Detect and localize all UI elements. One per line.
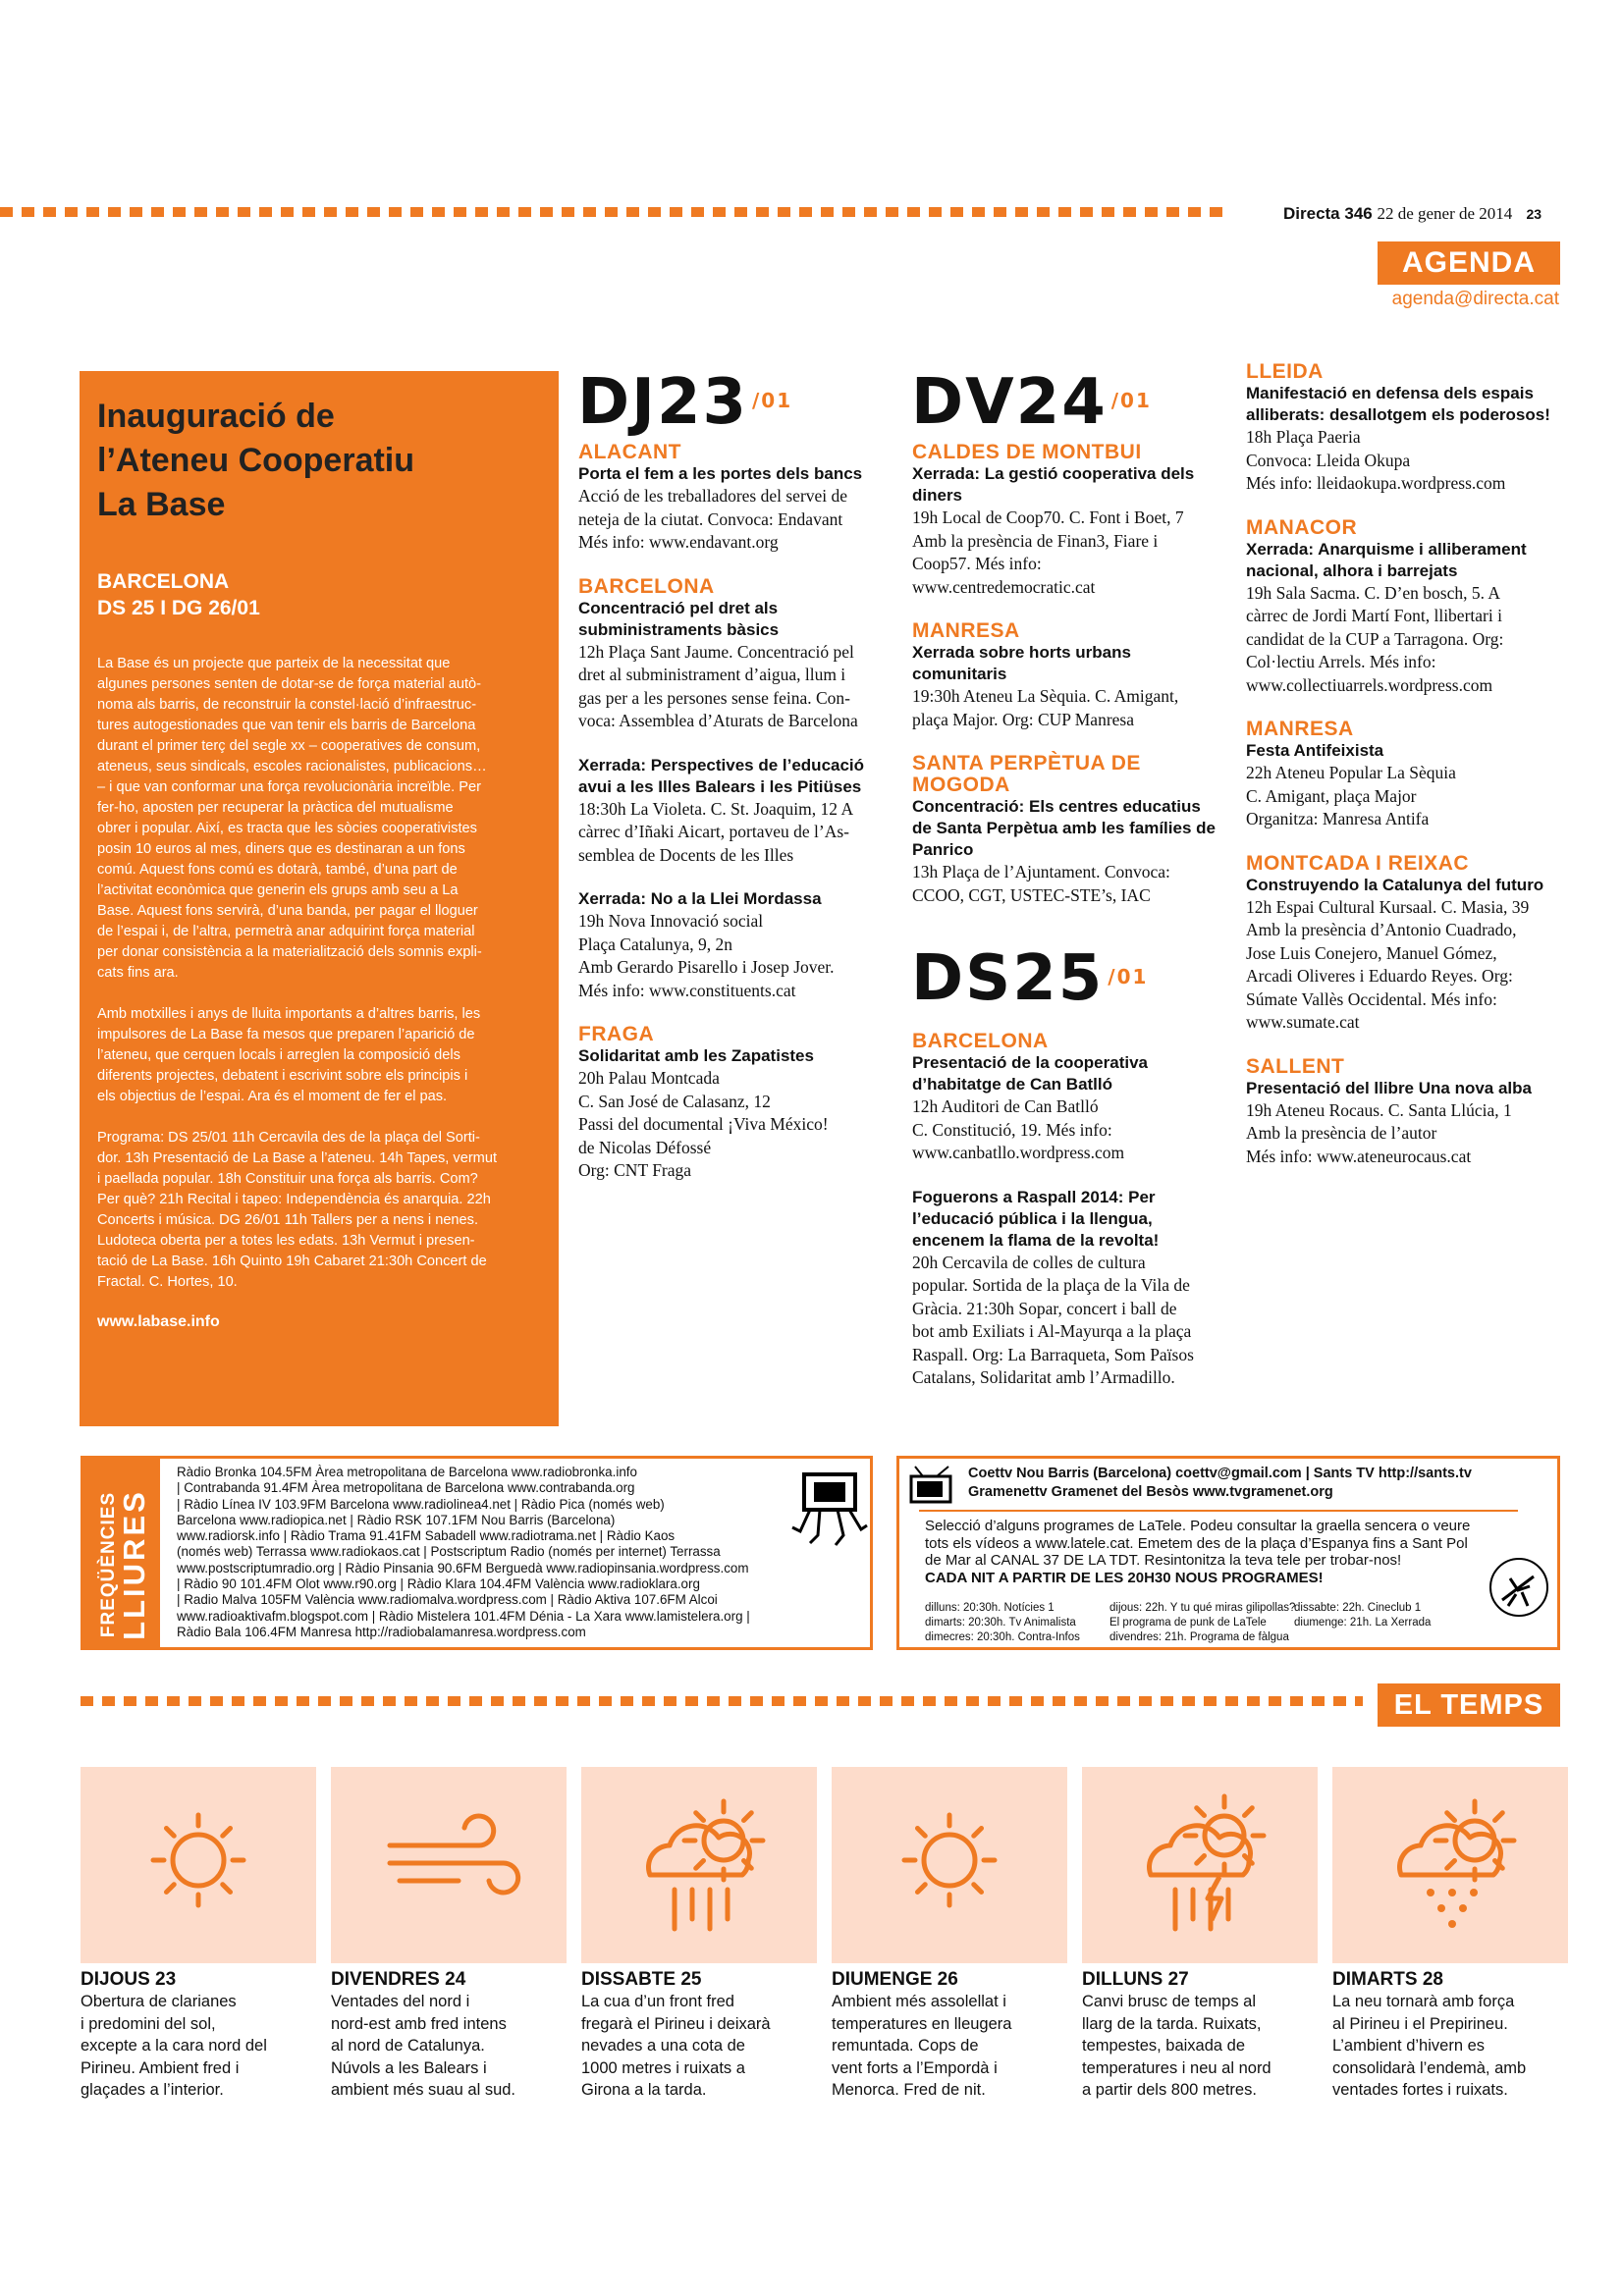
tv-schedule-line: diumenge: 21h. La Xerrada — [1294, 1617, 1432, 1629]
event-city: MANRESA — [912, 619, 1020, 642]
feature-body-line: i paellada popular. 18h Constituir una força als barris. Com? — [97, 1171, 478, 1187]
radio-line: (només web) Terrassa www.radiokaos.cat | Postscriptum Radio (només per internet) Terrassa — [177, 1544, 721, 1560]
tv-channel-line: Coettv Nou Barris (Barcelona) coettv@gmail.com | Sants TV http://sants.tv — [968, 1466, 1472, 1481]
feature-link[interactable]: www.labase.info — [97, 1313, 220, 1330]
event-city: MANRESA — [1246, 718, 1354, 740]
rain-sun-icon — [581, 1767, 817, 1953]
weather-forecast-line: vent forts a l’Empordà i — [832, 2058, 998, 2077]
event-title: Porta el fem a les portes dels bancs — [578, 464, 863, 483]
feature-body-line: cats fins ara. — [97, 965, 179, 981]
top-dashed-rule — [0, 207, 1222, 217]
event-detail-line: Amb la presència d’Antonio Cuadrado, — [1246, 920, 1517, 939]
tv-schedule-column — [1109, 1601, 1295, 1645]
radio-line: | Ràdio Línea IV 103.9FM Barcelona www.radiolinea4.net | Ràdio Pica (només web) — [177, 1496, 665, 1512]
weather-forecast-line: temperatures i neu al nord — [1082, 2058, 1271, 2077]
event-title: Xerrada: Perspectives de l’educació avui a les Illes Balears i les Pitiüses — [578, 755, 865, 796]
event-detail-line: Amb la presència de Finan3, Fiare i — [912, 530, 1159, 551]
radio-box — [81, 1456, 873, 1650]
event-detail-line: 18:30h La Violeta. C. St. Joaquim, 12 A — [578, 798, 854, 819]
events-column-ds25 — [912, 1013, 1218, 1390]
feature-title-line: Inauguració de — [97, 398, 335, 435]
section-label-agenda: AGENDA — [1378, 241, 1560, 285]
events-column-dj23 — [578, 424, 885, 1183]
event-detail-line: Amb Gerardo Pisarello i Josep Jover. — [578, 957, 835, 977]
radio-label-1: FREQÜÈNCIES — [98, 1491, 119, 1638]
event-city: LLEIDA — [1246, 360, 1324, 383]
event-detail-line: Súmate Vallès Occidental. Més info: — [1246, 988, 1497, 1009]
sun-icon — [832, 1767, 1067, 1953]
feature-body-line: diferents projectes, debatent i escrivint sobre els principis i — [97, 1068, 468, 1084]
event-item — [578, 755, 885, 868]
event-city: BARCELONA — [578, 574, 715, 598]
event-item — [578, 888, 885, 1002]
event-detail-line: www.collectiuarrels.wordpress.com — [1246, 674, 1493, 695]
feature-body-line: Ludoteca oberta per a totes les edats. 13h Vermut i presen- — [97, 1233, 475, 1249]
event-detail-line: 18h Plaça Paeria — [1246, 427, 1361, 447]
event-detail-line: Organitza: Manresa Antifa — [1246, 809, 1430, 828]
weather-day-name: DILLUNS 27 — [1082, 1969, 1189, 1990]
feature-body-line: algunes persones senten de dotar-se de força material autò- — [97, 676, 482, 692]
weather-forecast-line: ambient més suau al sud. — [331, 2081, 516, 2099]
weather-card — [1082, 1767, 1318, 2101]
tv-icon — [909, 1465, 960, 1504]
radio-line: www.postscriptumradio.org | Ràdio Pinsania 90.6FM Berguedà www.radiopinsania.wordpress.com — [177, 1560, 749, 1575]
event-detail-line: Arcadi Oliveres i Eduardo Reyes. Org: — [1246, 966, 1513, 986]
feature-title-line: l’Ateneu Cooperatiu — [97, 442, 415, 479]
weather-forecast-line: La neu tornarà amb força — [1332, 1993, 1515, 2010]
tv-box — [896, 1456, 1560, 1650]
weather-card — [81, 1767, 316, 2101]
feature-body-line: tures autogestionades que van tenir els barris de Barcelona — [97, 718, 476, 733]
event-detail-line: candidat de la CUP a Tarragona. Org: — [1246, 628, 1504, 649]
radio-line: Ràdio Bala 106.4FM Manresa http://radiobalamanresa.wordpress.com — [177, 1624, 586, 1639]
event-title: Solidaritat amb les Zapatistes — [578, 1046, 814, 1065]
event-item — [1246, 1056, 1570, 1169]
event-item — [1246, 517, 1570, 698]
event-detail-line: 12h Plaça Sant Jaume. Concentració pel — [578, 641, 854, 662]
event-detail-line: Acció de les treballadores del servei de — [578, 486, 848, 506]
weather-forecast-line: nord-est amb fred intens — [331, 2014, 507, 2033]
event-city: MONTCADA I REIXAC — [1246, 851, 1470, 875]
radio-label-band — [83, 1459, 160, 1647]
weather-forecast-line: La cua d’un front fred — [581, 1993, 734, 2010]
radio-line: | Radio Malva 105FM València www.radiomalva.wordpress.com | Ràdio Aktiva 107.6FM Alcoi — [177, 1592, 718, 1608]
event-detail-line: Plaça Catalunya, 9, 2n — [578, 934, 732, 954]
feature-body-line: Programa: DS 25/01 11h Cercavila des de la plaça del Sorti- — [97, 1130, 480, 1146]
feature-body-line: obrer i popular. Així, es tracta que les sòcies cooperativistes — [97, 821, 477, 836]
tv-schedule-column — [1294, 1601, 1431, 1630]
weather-forecast-line: Canvi brusc de temps al — [1082, 1993, 1256, 2010]
event-detail-line: gas per a les persones sense feina. Con- — [578, 687, 850, 708]
weather-forecast-line: i predomini del sol, — [81, 2014, 216, 2033]
event-detail-line: 19h Local de Coop70. C. Font i Boet, 7 — [912, 507, 1184, 527]
weather-forecast-line: fregarà el Pirineu i deixarà — [581, 2014, 771, 2033]
event-title: Xerrada: La gestió cooperativa dels diners — [912, 464, 1195, 505]
feature-body-line: Amb motxilles i anys de lluita importants a d’altres barris, les — [97, 1006, 481, 1022]
weather-forecast-line: tempestes, baixada de — [1082, 2037, 1246, 2055]
tv-schedule-line: dissabte: 22h. Cineclub 1 — [1294, 1602, 1422, 1614]
event-detail-line: de Nicolas Défossé — [578, 1137, 712, 1157]
event-detail-line: Catalans, Solidaritat amb l’Armadillo. — [912, 1367, 1175, 1387]
feature-title — [97, 395, 541, 527]
event-detail-line: Coop57. Més info: — [912, 554, 1042, 573]
feature-body-line: tació de La Base. 16h Quinto 19h Cabaret 21:30h Concert de — [97, 1254, 487, 1269]
radio-line: Ràdio Bronka 104.5FM Àrea metropolitana de Barcelona www.radiobronka.info — [177, 1465, 637, 1479]
event-detail-line: dret al subministrament d’aigua, llum i — [578, 665, 846, 684]
weather-text — [581, 1963, 817, 2101]
feature-body-line: – i que van conformar una força revolucionària increïble. Per — [97, 779, 481, 795]
weather-forecast-line: Menorca. Fred de nit. — [832, 2081, 986, 2099]
event-detail-line: Org: CNT Fraga — [578, 1160, 692, 1180]
event-title: Presentació del llibre Una nova alba — [1246, 1078, 1532, 1097]
tv-channel-line: Gramenettv Gramenet del Besòs www.tvgramenet.org — [968, 1484, 1333, 1500]
event-detail-line: Convoca: Lleida Okupa — [1246, 450, 1411, 470]
event-city: FRAGA — [578, 1023, 655, 1045]
feature-body-line: durant el primer terç del segle xx – cooperatives de consum, — [97, 738, 481, 754]
event-detail-line: C. San José de Calasanz, 12 — [578, 1091, 771, 1111]
event-detail-line: semblea de Docents de les Illes — [578, 844, 794, 865]
event-detail-line: 19h Sala Sacma. C. D’en bosch, 5. A — [1246, 582, 1501, 603]
feature-body-line: Concerts i música. DG 26/01 11h Tallers per a nens i nenes. — [97, 1212, 479, 1228]
weather-day-name: DIUMENGE 26 — [832, 1969, 958, 1990]
event-item — [1246, 719, 1570, 831]
weather-text — [1332, 1963, 1568, 2101]
weather-forecast-line: remuntada. Cops de — [832, 2037, 979, 2055]
tv-schedule-line: dimecres: 20:30h. Contra-Infos — [925, 1631, 1080, 1643]
event-detail-line: càrrec d’Iñaki Aicart, portaveu de l’As- — [578, 822, 849, 841]
weather-forecast-line: Ambient més assolellat i — [832, 1993, 1006, 2010]
radio-line: | Ràdio 90 101.4FM Olot www.r90.org | Ràdio Klara 104.4FM València www.radioklara.org — [177, 1576, 700, 1592]
feature-body-line: els objectius de l’espai. Ara és el moment de fer el pas. — [97, 1089, 448, 1104]
weather-day-name: DIJOUS 23 — [81, 1969, 177, 1990]
event-detail-line: bot amb Exiliats i Al-Mayurqa a la plaça — [912, 1321, 1192, 1341]
day-heading-ds25: DS25 $^{/01}$ — [911, 942, 1149, 1015]
event-detail-line: 12h Auditori de Can Batlló — [912, 1096, 1099, 1116]
event-detail-line: Més info: www.ateneurocaus.cat — [1246, 1146, 1472, 1166]
event-detail-line: Més info: lleidaokupa.wordpress.com — [1246, 473, 1506, 493]
feature-body-line: La Base és un projecte que parteix de la necessitat que — [97, 656, 451, 671]
event-detail-line: Amb la presència de l’autor — [1246, 1123, 1437, 1143]
event-title: Manifestació en defensa dels espais alliberats: desallotgem els poderosos! — [1246, 384, 1550, 424]
event-detail-line: popular. Sortida de la plaça de la Vila de — [912, 1275, 1190, 1295]
tv-schedule-line: divendres: 21h. Programa de fàlgua — [1109, 1631, 1289, 1643]
event-title: Xerrada sobre horts urbans comunitaris — [912, 643, 1131, 683]
event-detail-line: www.canbatllo.wordpress.com — [912, 1143, 1125, 1162]
feature-body-line: Base. Aquest fons servirà, d’una banda, per pagar el lloguer — [97, 903, 478, 919]
radio-line: www.radioaktivafm.blogspot.com | Ràdio Mistelera 101.4FM Dénia - La Xara www.lamistelera.org | — [177, 1608, 750, 1624]
events-column-dv24 — [912, 424, 1218, 907]
feature-box — [80, 371, 559, 1426]
weather-forecast-line: Obertura de clarianes — [81, 1993, 237, 2010]
feature-body-line — [97, 1107, 541, 1128]
event-detail-line: 20h Palau Montcada — [578, 1068, 720, 1088]
agenda-email-link[interactable]: agenda@directa.cat — [1391, 289, 1559, 309]
event-detail-line: 19:30h Ateneu La Sèquia. C. Amigant, — [912, 686, 1179, 706]
event-city: MANACOR — [1246, 515, 1358, 539]
weather-forecast-line: consolidarà l’endemà, amb — [1332, 2058, 1527, 2077]
wind-icon — [331, 1767, 567, 1953]
event-title: Xerrada: No a la Llei Mordassa — [578, 889, 822, 908]
tv-schedule-line: dilluns: 20:30h. Notícies 1 — [925, 1602, 1055, 1614]
feature-body-line — [97, 984, 541, 1004]
tv-schedule-column — [925, 1601, 1080, 1645]
event-city: BARCELONA — [912, 1030, 1049, 1052]
tv-body-line: Selecció d’alguns programes de LaTele. Podeu consultar la graella sencera o veure — [925, 1518, 1471, 1534]
event-city: SANTA PERPÈTUA DE MOGODA — [912, 752, 1141, 796]
event-detail-line: 20h Cercavila de colles de cultura — [912, 1252, 1146, 1272]
tv-channels — [968, 1465, 1472, 1502]
feature-body-line: Per què? 21h Recital i tapeo: Independència és anarquia. 22h — [97, 1192, 491, 1207]
event-item — [912, 1031, 1218, 1165]
weather-card — [581, 1767, 817, 2101]
event-detail-line: 19h Ateneu Rocaus. C. Santa Llúcia, 1 — [1246, 1099, 1512, 1120]
tv-body-line: CADA NIT A PARTIR DE LES 20H30 NOUS PROGRAMES! — [925, 1569, 1324, 1586]
feature-body-line: Fractal. C. Hortes, 10. — [97, 1274, 238, 1290]
tv-body-line: de Mar al CANAL 37 DE LA TDT. Resintonitza la teva tele per trobar-nos! — [925, 1552, 1402, 1569]
weather-forecast-line: a partir dels 800 metres. — [1082, 2081, 1257, 2099]
weather-forecast-line: 1000 metres i ruixats a — [581, 2058, 745, 2077]
mosquito-icon — [1488, 1557, 1549, 1618]
weather-text — [832, 1963, 1067, 2101]
event-detail-line: www.sumate.cat — [1246, 1012, 1360, 1032]
event-detail-line: Més info: www.endavant.org — [578, 532, 779, 552]
weather-forecast-line: al Pirineu i el Prepirineu. — [1332, 2014, 1508, 2033]
event-city: ALACANT — [578, 441, 681, 463]
feature-body-line: fer-ho, aposten per recuperar la pràctica del mutualisme — [97, 800, 454, 816]
event-detail-line: 22h Ateneu Popular La Sèquia — [1246, 763, 1456, 782]
weather-forecast-line: Girona a la tarda. — [581, 2081, 707, 2099]
day-heading-dv24: DV24 $^{/01}$ — [911, 366, 1152, 439]
feature-body-line: dor. 13h Presentació de La Base a l’ateneu. 14h Tapes, vermut — [97, 1150, 498, 1166]
event-detail-line: 12h Espai Cultural Kursaal. C. Masia, 39 — [1246, 896, 1530, 917]
weather-day-name: DIVENDRES 24 — [331, 1969, 466, 1990]
event-detail-line: C. Constitució, 19. Més info: — [912, 1119, 1112, 1140]
weather-text — [81, 1963, 316, 2101]
event-city: CALDES DE MONTBUI — [912, 441, 1142, 463]
event-detail-line: Més info: www.constituents.cat — [578, 980, 796, 1000]
event-title: Presentació de la cooperativa d’habitatge de Can Batlló — [912, 1053, 1148, 1094]
event-detail-line: Col·lectiu Arrels. Més info: — [1246, 652, 1436, 671]
feature-body-line: posin 10 euros al mes, diners que es destinaran a un fons — [97, 841, 465, 857]
weather-text — [331, 1963, 567, 2101]
weather-forecast-line: al nord de Catalunya. — [331, 2037, 485, 2055]
weather-forecast-line: llarg de la tarda. Ruixats, — [1082, 2014, 1262, 2033]
feature-place: BARCELONA — [97, 570, 230, 593]
weather-text — [1082, 1963, 1318, 2101]
tv-schedule-line: dijous: 22h. Y tu qué miras gilipollas? — [1109, 1602, 1296, 1614]
event-detail-line: Passi del documental ¡Viva México! — [578, 1114, 829, 1134]
storm-icon — [1082, 1767, 1318, 1953]
radio-label-2: LLIURES — [117, 1489, 151, 1640]
tv-schedule-line: dimarts: 20:30h. Tv Animalista — [925, 1617, 1076, 1629]
event-detail-line: 19h Nova Innovació social — [578, 911, 764, 931]
feature-body-line: l’activitat econòmica que generin els grups amb seu a La — [97, 882, 459, 898]
event-detail-line: Jose Luis Conejero, Manuel Gómez, — [1246, 942, 1497, 963]
weather-forecast-line: Ventades del nord i — [331, 1993, 470, 2010]
weather-day-name: DISSABTE 25 — [581, 1969, 702, 1990]
feature-body-line: comú. Aquest fons comú es dotarà, també, d’una part de — [97, 862, 458, 878]
event-detail-line: www.centredemocratic.cat — [912, 576, 1096, 597]
weather-forecast-line: L’ambient d’hivern es — [1332, 2037, 1486, 2055]
event-detail-line: Raspall. Org: La Barraqueta, Som Països — [912, 1344, 1194, 1364]
events-column-3 — [1246, 344, 1570, 1168]
event-title: Xerrada: Anarquisme i alliberament nacional, alhora i barrejats — [1246, 539, 1527, 580]
event-item — [1246, 853, 1570, 1035]
event-item — [578, 576, 885, 733]
event-detail-line: voca: Assemblea d’Aturats de Barcelona — [578, 711, 858, 730]
tv-description — [925, 1518, 1470, 1586]
weather-forecast-line: temperatures en lleugera — [832, 2014, 1012, 2033]
feature-title-line: La Base — [97, 486, 226, 523]
section-label-el-temps: EL TEMPS — [1378, 1683, 1560, 1727]
event-title: Foguerons a Raspall 2014: Per l’educació pública i la llengua, encenem la flama de la revolta! — [912, 1187, 1160, 1250]
page-header: Directa 346 22 de gener de 2014 23 — [1283, 204, 1542, 223]
feature-body-line: ateneus, seus sindicals, escoles racionalistes, publicacions… — [97, 759, 487, 774]
event-detail-line: plaça Major. Org: CUP Manresa — [912, 709, 1134, 729]
feature-body-line: l’ateneu, que cerquen locals i arreglen la composició dels — [97, 1047, 460, 1063]
weather-dashed-rule — [81, 1696, 1363, 1706]
feature-body-line: per donar consistència a la materialització dels somnis expli- — [97, 944, 482, 960]
radio-line: | Contrabanda 91.4FM Àrea metropolitana de Barcelona www.contrabanda.org — [177, 1480, 635, 1496]
radio-line: Barcelona www.radiopica.net | Ràdio RSK 107.1FM Nou Barris (Barcelona) — [177, 1512, 616, 1527]
feature-body-line: noma als barris, de reconstruir la constel·lació d’infraestruc- — [97, 697, 477, 713]
event-item — [912, 1187, 1218, 1390]
event-detail-line: Gràcia. 21:30h Sopar, concert i ball de — [912, 1298, 1177, 1318]
weather-forecast-line: ventades fortes i ruixats. — [1332, 2081, 1508, 2099]
feature-dates: DS 25 I DG 26/01 — [97, 597, 260, 619]
sun-icon — [81, 1767, 316, 1953]
event-detail-line: C. Amigant, plaça Major — [1246, 785, 1417, 806]
event-detail-line: neteja de la ciutat. Convoca: Endavant — [578, 508, 843, 529]
radio-line: www.radiorsk.info | Ràdio Trama 91.41FM Sabadell www.radiotrama.net | Ràdio Kaos — [177, 1528, 676, 1544]
event-title: Concentració: Els centres educatius de Santa Perpètua amb les famílies de Panrico — [912, 797, 1216, 859]
event-detail-line: càrrec de Jordi Martí Font, llibertari i — [1246, 606, 1502, 625]
radio-list — [177, 1465, 805, 1640]
weather-card — [832, 1767, 1067, 2101]
weather-card — [331, 1767, 567, 2101]
event-item — [1246, 361, 1570, 496]
day-heading-dj23: DJ23 $^{/01}$ — [577, 366, 793, 439]
event-title: Concentració pel dret als subministraments bàsics — [578, 598, 780, 639]
snow-icon — [1332, 1767, 1568, 1953]
event-item — [912, 753, 1218, 907]
event-title: Festa Antifeixista — [1246, 741, 1384, 760]
event-title: Construyendo la Catalunya del futuro — [1246, 875, 1544, 894]
weather-day-name: DIMARTS 28 — [1332, 1969, 1443, 1990]
weather-forecast-line: Pirineu. Ambient fred i — [81, 2058, 240, 2077]
event-item — [912, 620, 1218, 731]
feature-body-line: impulsores de La Base fa mesos que preparen l’aparició de — [97, 1027, 475, 1042]
weather-card — [1332, 1767, 1568, 2101]
event-city: SALLENT — [1246, 1054, 1345, 1078]
weather-forecast-line: nevades a una cota de — [581, 2037, 745, 2055]
event-item — [912, 442, 1218, 599]
weather-forecast-line: excepte a la cara nord del — [81, 2037, 267, 2055]
feature-body — [97, 654, 541, 1293]
tv-body-line: tots els vídeos a www.latele.cat. Emetem des de la plaça d’Espanya fins a Sant Pol — [925, 1534, 1468, 1552]
feature-body-line: de l’espai i, de l’altra, permetrà anar adquirint força material — [97, 924, 475, 939]
radio-icon — [790, 1467, 869, 1555]
weather-forecast-line: glaçades a l’interior. — [81, 2081, 224, 2099]
event-item — [578, 442, 885, 555]
event-detail-line: 13h Plaça de l’Ajuntament. Convoca: — [912, 862, 1170, 881]
event-detail-line: CCOO, CGT, USTEC-STE’s, IAC — [912, 884, 1151, 905]
event-item — [578, 1024, 885, 1183]
tv-schedule-line: El programa de punk de LaTele — [1109, 1617, 1267, 1629]
weather-forecast-line: Núvols a les Balears i — [331, 2058, 487, 2077]
